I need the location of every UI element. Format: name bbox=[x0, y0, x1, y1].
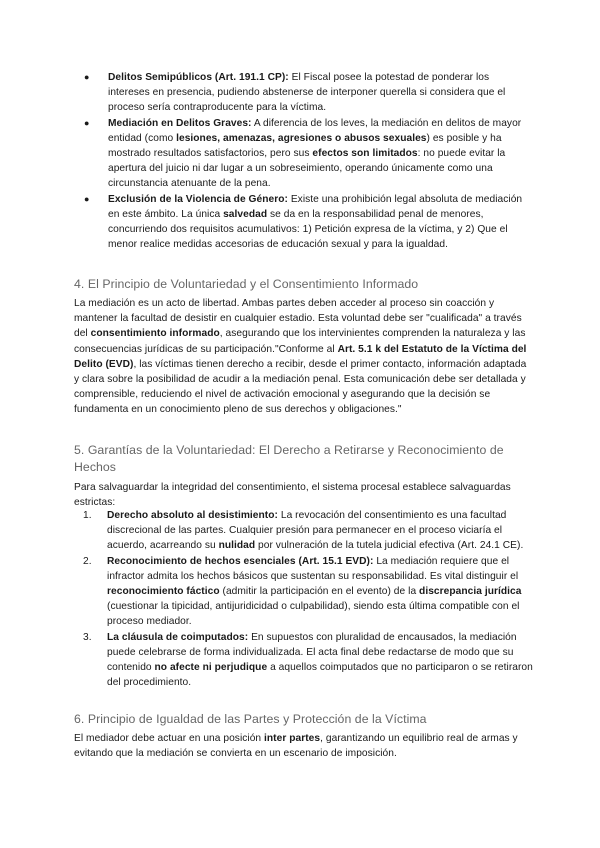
numbered-list bbox=[74, 508, 534, 690]
list-item bbox=[74, 630, 534, 691]
paragraph-text: , asegurando que los intervinientes comprenden la naturaleza y las consecuencias jurídicas de su participación."Conforme al bbox=[74, 328, 526, 355]
section-4-paragraph bbox=[74, 296, 534, 418]
list-item bbox=[81, 116, 529, 192]
bold-phrase: consentimiento informado bbox=[90, 328, 220, 340]
bullet-text: : no puede evitar la apertura del juicio ni dar lugar a un sobreseimiento, operando únicamente como una circunstancia atenuante de la pena. bbox=[108, 148, 506, 190]
bullet-icon: ● bbox=[84, 193, 90, 204]
item-title: Derecho absoluto al desistimiento: bbox=[107, 510, 278, 521]
section-5-intro: Para salvaguardar la integridad del consentimiento, el sistema procesal establece salvaguardas estrictas: bbox=[74, 482, 511, 509]
bold-phrase: inter partes bbox=[264, 733, 321, 744]
paragraph-text: , garantizando un equilibrio real de armas y evitando que la mediación se convierta en un escenario de imposición. bbox=[74, 733, 518, 760]
bold-phrase: salvedad bbox=[223, 208, 268, 220]
bullet-title: Delitos Semipúblicos (Art. 191.1 CP): bbox=[108, 72, 289, 83]
section-6-paragraph bbox=[74, 731, 534, 761]
bold-phrase: no afecte ni perjudique bbox=[154, 662, 268, 674]
bullet-list bbox=[81, 70, 529, 252]
bullet-text: El Fiscal posee la potestad de ponderar los intereses en presencia, pudiendo abstenerse de interponer querella si considera que el proceso sería contraproducente para la víctima. bbox=[108, 72, 506, 114]
item-text: (admitir la participación en el evento) de la bbox=[219, 586, 420, 598]
paragraph-text: El mediador debe actuar en una posición bbox=[74, 733, 265, 744]
bullet-icon: ● bbox=[84, 72, 90, 82]
bullet-text: A diferencia de los leves, la mediación en delitos de mayor entidad (como bbox=[108, 117, 522, 144]
bold-phrase: lesiones, amenazas, agresiones o abusos sexuales bbox=[176, 132, 427, 144]
item-text: por vulneración de la tutela judicial efectiva (Art. 24.1 CE). bbox=[255, 540, 524, 552]
item-text: En supuestos con pluralidad de encausados, la mediación puede celebrarse de forma individualizada. El acta final debe redactarse de modo que su contenido bbox=[107, 631, 517, 674]
paragraph-text: , las víctimas tienen derecho a recibir, desde el primer contacto, información adaptada y clara sobre la posibilidad de acudir a la mediación penal. Esta comunicación debe ser detallada y comprensible, reduciendo el nivel de activación emocional y asegurando que la decisión se fundamenta en un conocimiento pleno de sus derechos y obligaciones." bbox=[74, 358, 527, 416]
list-item bbox=[74, 508, 534, 554]
item-title: Reconocimiento de hechos esenciales (Art. 15.1 EVD): bbox=[107, 555, 374, 567]
list-item bbox=[81, 70, 529, 116]
item-title: La cláusula de coimputados: bbox=[107, 631, 249, 643]
bullet-text: se da en la responsabilidad penal de menores, concurriendo dos requisitos acumulativos: 1) Petición expresa de la víctima, y 2) Que el menor realice medidas accesorias de educación sexual y para la igualdad. bbox=[108, 208, 508, 251]
bullet-title: Mediación en Delitos Graves: bbox=[108, 117, 252, 129]
item-text: La revocación del consentimiento es una facultad discrecional de las partes. Cualquier presión para permanecer en el proceso viciaría el acuerdo, acarreando su bbox=[107, 510, 507, 552]
bullet-icon: ● bbox=[84, 117, 90, 128]
bullet-text: ) es posible y ha mostrado resultados satisfactorios, pero sus bbox=[108, 132, 502, 160]
bold-phrase: reconocimiento fáctico bbox=[107, 586, 220, 598]
list-item bbox=[74, 554, 534, 630]
list-item bbox=[81, 192, 529, 253]
bullet-title: Exclusión de la Violencia de Género: bbox=[108, 193, 288, 205]
bullet-text: Existe una prohibición legal absoluta de mediación en este ámbito. La única bbox=[108, 193, 523, 220]
list-number: 1. bbox=[83, 510, 92, 521]
list-number: 2. bbox=[83, 555, 92, 567]
bold-phrase: nulidad bbox=[218, 540, 256, 552]
item-text: a aquellos coimputados que no participaron o se retiraron del procedimiento. bbox=[107, 662, 533, 689]
section-heading: 6. Principio de Igualdad de las Partes y Protección de la Víctima bbox=[74, 712, 427, 726]
section-heading: 5. Garantías de la Voluntariedad: El Derecho a Retirarse y Reconocimiento de Hechos bbox=[74, 443, 504, 474]
section-heading: 4. El Principio de Voluntariedad y el Consentimiento Informado bbox=[74, 277, 419, 291]
item-text: (cuestionar la tipicidad, antijuridicidad o culpabilidad), siendo esta última compatible con el proceso mediador. bbox=[107, 601, 520, 628]
bold-phrase: discrepancia jurídica bbox=[419, 586, 522, 598]
list-number: 3. bbox=[83, 631, 92, 643]
item-text: La mediación requiere que el infractor admita los hechos básicos que sustentan su responsabilidad. Es vital distinguir el bbox=[107, 555, 519, 582]
bold-phrase: efectos son limitados bbox=[312, 148, 418, 160]
bold-phrase: Art. 5.1 k del Estatuto de la Víctima del Delito (EVD) bbox=[74, 343, 527, 370]
paragraph-text: La mediación es un acto de libertad. Ambas partes deben acceder al proceso sin coacción y mantener la facultad de desistir en cualquier estadio. Esta voluntad debe ser "cualificada" a través del bbox=[74, 298, 522, 340]
